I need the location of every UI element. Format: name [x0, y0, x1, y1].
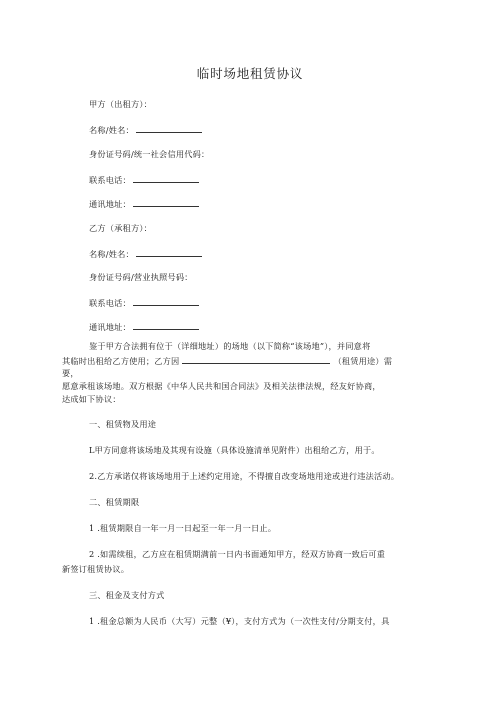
party-b-heading: 乙方（承租方）：	[89, 223, 153, 233]
section-1-item-1: L甲方同意将该场地及其现有设施（具体设施清单见附件）出租给乙方，用于。	[89, 445, 380, 455]
party-a-name-label: 名称/姓名：	[89, 125, 134, 135]
section-3-heading: 三、租金及支付方式	[89, 590, 165, 600]
party-b-address-field	[89, 321, 199, 333]
party-b-phone-field	[89, 297, 199, 309]
party-a-address-blank	[133, 198, 199, 207]
section-2-item-2-line-2: 新签订租赁协议。	[62, 564, 130, 574]
preamble-line-2	[62, 355, 392, 367]
party-a-name-field	[89, 124, 202, 136]
party-b-name-field	[89, 248, 202, 260]
party-b-phone-label: 联系电话：	[89, 298, 131, 308]
party-a-heading: 甲方（出租方）：	[89, 99, 153, 109]
preamble-line-1: 鉴于甲方合法拥有位于（详细地址）的场地（以下简称“该场地”），并同意将	[89, 341, 371, 351]
party-b-address-blank	[133, 321, 199, 330]
preamble-line-2-end: （租赁用途）需	[333, 356, 393, 366]
party-a-address-label: 通讯地址：	[89, 199, 131, 209]
party-a-phone-blank	[133, 174, 199, 183]
section-3-item-1: 1 .租金总额为人民币（大写）元整（¥），支付方式为（一次性支付/分期支付，具	[89, 616, 390, 626]
section-1-heading: 一、租赁物及用途	[89, 419, 157, 429]
party-b-phone-blank	[133, 297, 199, 306]
party-b-address-label: 通讯地址：	[89, 322, 131, 332]
preamble-line-3: 要，	[62, 368, 79, 378]
party-b-name-label: 名称/姓名：	[89, 249, 134, 259]
party-a-id-label: 身份证号码/统一社会信用代码：	[89, 149, 210, 159]
document-title: 临时场地租赁协议	[196, 66, 304, 81]
preamble-line-4: 愿意承租该场地。双方根据《中华人民共和国合同法》及相关法律法规，经友好协商，	[62, 381, 381, 391]
party-a-address-field	[89, 198, 199, 210]
party-b-id-label: 身份证号码/营业执照号码：	[89, 272, 193, 282]
usage-blank	[182, 355, 330, 364]
preamble-line-5: 达成如下协议：	[62, 394, 121, 404]
section-2-item-1: 1 .租赁期限自一年一月一日起至一年一月一日止。	[89, 523, 277, 533]
preamble-line-2-start: 其临时出租给乙方使用；乙方因	[62, 356, 180, 366]
section-2-heading: 二、租赁期限	[89, 497, 140, 507]
party-a-phone-label: 联系电话：	[89, 175, 131, 185]
section-2-item-2-line-1: 2 .如需续租，乙方应在租赁期满前一日内书面通知甲方，经双方协商一致后可重	[89, 549, 386, 559]
party-a-phone-field	[89, 174, 199, 186]
party-b-name-blank	[136, 248, 202, 257]
party-a-name-blank	[136, 124, 202, 133]
section-1-item-2: 2.乙方承诺仅将该场地用于上述约定用途，不得擅自改变场地用途或进行违法活动。	[89, 471, 400, 481]
